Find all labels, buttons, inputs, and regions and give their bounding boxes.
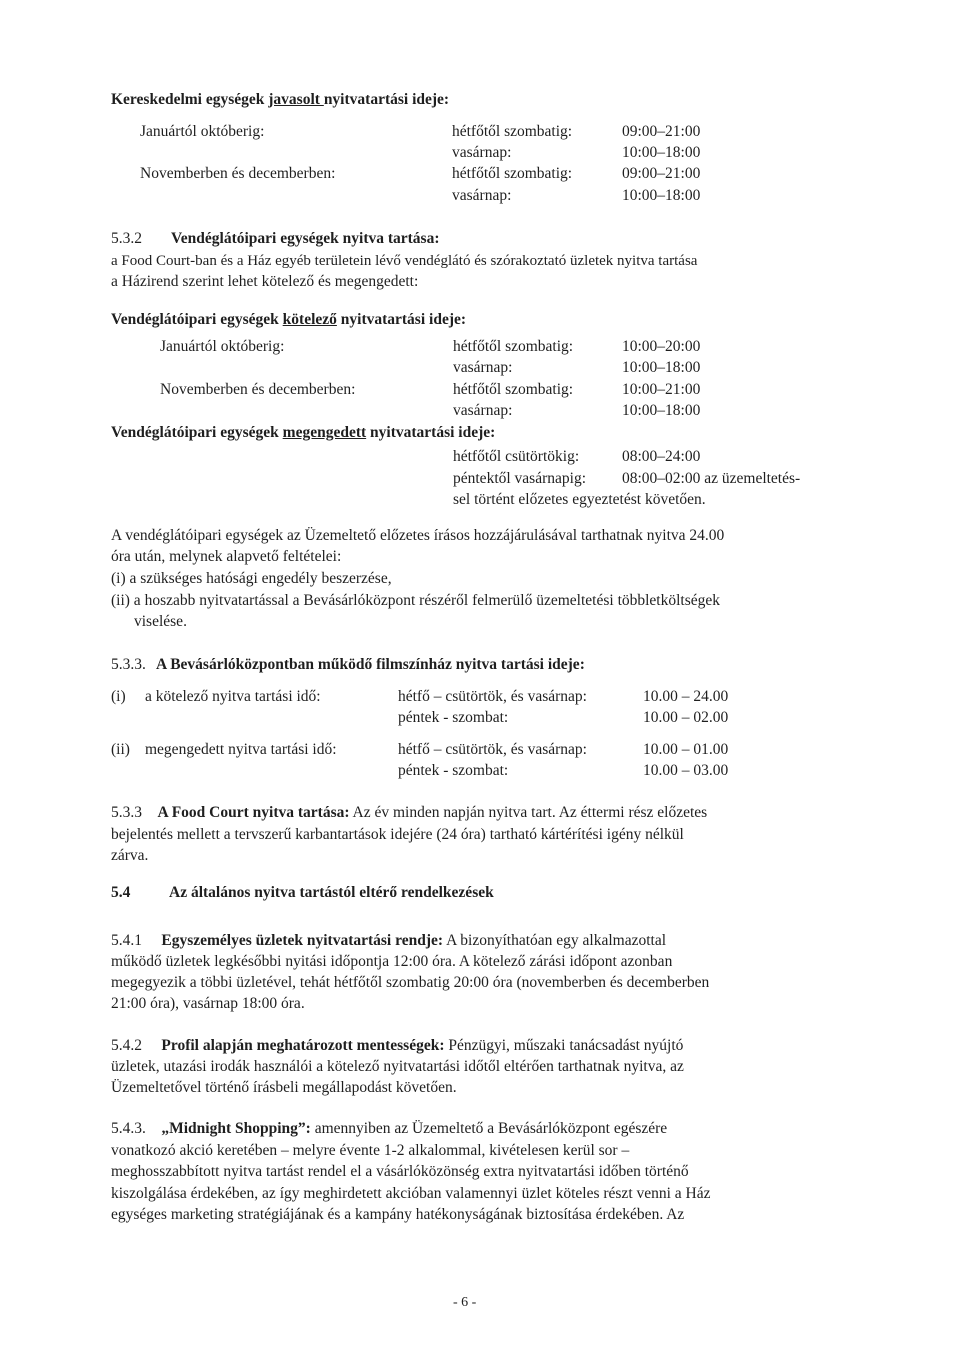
retail-days-1: hétfőtől szombatig:	[452, 123, 573, 140]
section-542-line-2: üzletek, utazási irodák használói a kötelező nyitvatartási időtől eltérően tarthatnak nyitva, az	[111, 1058, 684, 1075]
mandatory-hours-1: 10:00–20:00	[622, 338, 701, 355]
permitted-hours-2-cont: sel történt előzetes egyeztetést követően.	[453, 491, 706, 508]
cinema-i-days-2: péntek - szombat:	[398, 709, 509, 726]
retail-period-1: Januártól októberig:	[140, 123, 265, 140]
section-532-number: 5.3.2	[111, 230, 142, 247]
permitted-heading: Vendéglátóipari egységek megengedett nyitvatartási ideje:	[111, 424, 496, 441]
permitted-days-1: hétfőtől csütörtökig:	[453, 448, 580, 465]
page-number: - 6 -	[453, 1295, 477, 1310]
section-541-line-3: megegyezik a többi üzletével, tehát hétfőtől szombatig 20:00 óra (novemberben és decemberben	[111, 974, 710, 991]
retail-period-3: Novemberben és decemberben:	[140, 165, 336, 182]
section-543-line-1: 5.4.3. „Midnight Shopping”: amennyiben az Üzemeltető a Bevásárlóközpont egészére	[111, 1120, 668, 1137]
cinema-i-days-1: hétfő – csütörtök, és vasárnap:	[398, 688, 587, 705]
cinema-ii-hours-1: 10.00 – 01.00	[643, 741, 729, 758]
section-533-cinema-number: 5.3.3.	[111, 656, 146, 673]
section-533-foodcourt-line-1: 5.3.3 A Food Court nyitva tartása: Az év minden napján nyitva tart. Az éttermi rész előzetes	[111, 804, 708, 821]
mandatory-days-1: hétfőtől szombatig:	[453, 338, 574, 355]
cinema-ii-text: megengedett nyitva tartási idő:	[145, 741, 337, 758]
section-541-title: Egyszemélyes üzletek nyitvatartási rendje:	[161, 932, 444, 949]
section-533-foodcourt-title: A Food Court nyitva tartása:	[157, 804, 350, 821]
section-54-title: Az általános nyitva tartástól eltérő rendelkezések	[169, 884, 494, 901]
after24-item-1: (i) a szükséges hatósági engedély beszerzése,	[111, 570, 392, 587]
cinema-i-hours-2: 10.00 – 02.00	[643, 709, 729, 726]
permitted-hours-2: 08:00–02:00 az üzemeltetés-	[622, 470, 801, 487]
mandatory-hours-2: 10:00–18:00	[622, 359, 701, 376]
section-54-number: 5.4	[111, 884, 131, 901]
section-543-line-5: egységes marketing stratégiájának és a kampány hatékonyságának biztosítása érdekében. Az	[111, 1206, 685, 1223]
section-543-line-3: meghosszabbított nyitva tartást rendel el a vásárlóközönség extra nyitvatartási időben történő	[111, 1163, 689, 1180]
section-541-line-4: 21:00 óra), vasárnap 18:00 óra.	[111, 995, 305, 1012]
section-542-line-3: Üzemeltetővel történő írásbeli megállapodást követően.	[111, 1079, 457, 1096]
section-543-number: 5.4.3.	[111, 1120, 146, 1137]
retail-days-4: vasárnap:	[452, 187, 512, 204]
section-541-line-1: 5.4.1 Egyszemélyes üzletek nyitvatartási rendje: A bizonyíthatóan egy alkalmazottal	[111, 932, 667, 949]
mandatory-period-1: Januártól októberig:	[160, 338, 285, 355]
cinema-ii-days-2: péntek - szombat:	[398, 762, 509, 779]
section-532-line-2: a Házirend szerint lehet kötelező és megengedett:	[111, 273, 419, 290]
section-542-title: Profil alapján meghatározott mentességek:	[161, 1037, 445, 1054]
retail-hours-3: 09:00–21:00	[622, 165, 701, 182]
cinema-ii-hours-2: 10.00 – 03.00	[643, 762, 729, 779]
retail-days-2: vasárnap:	[452, 144, 512, 161]
cinema-i-label: (i)	[111, 688, 126, 705]
section-533-foodcourt-line-2: bejelentés mellett a tervszerű karbantartások idejére (24 óra) tartható kártérítési igény nélkül	[111, 826, 684, 843]
retail-hours-2: 10:00–18:00	[622, 144, 701, 161]
after24-item-2-cont: viselése.	[134, 613, 187, 630]
section-533-foodcourt-line-3: zárva.	[111, 847, 149, 864]
section-541-line-2: működő üzletek legkésőbbi nyitási időpontja 12:00 óra. A kötelező zárási időpont azonban	[111, 953, 673, 970]
permitted-days-2: péntektől vasárnapig:	[453, 470, 586, 487]
retail-days-3: hétfőtől szombatig:	[452, 165, 573, 182]
section-542-number: 5.4.2	[111, 1037, 142, 1054]
section-532-title: Vendéglátóipari egységek nyitva tartása:	[171, 230, 440, 247]
section-543-title: „Midnight Shopping”:	[161, 1120, 311, 1137]
mandatory-heading: Vendéglátóipari egységek kötelező nyitvatartási ideje:	[111, 311, 467, 328]
retail-heading: Kereskedelmi egységek javasolt nyitvatartási ideje:	[111, 91, 450, 108]
section-533-foodcourt-number: 5.3.3	[111, 804, 142, 821]
cinema-ii-days-1: hétfő – csütörtök, és vasárnap:	[398, 741, 587, 758]
mandatory-days-2: vasárnap:	[453, 359, 513, 376]
permitted-hours-1: 08:00–24:00	[622, 448, 701, 465]
section-543-line-4: kiszolgálása érdekében, az így meghirdetett akcióban valamennyi üzlet köteles részt venni a Ház	[111, 1185, 711, 1202]
section-532-line-1: a Food Court-ban és a Ház egyéb területein lévő vendéglátó és szórakoztató üzletek nyitva tartása	[111, 253, 698, 269]
section-542-line-1: 5.4.2 Profil alapján meghatározott mentességek: Pénzügyi, műszaki tanácsadást nyújtó	[111, 1037, 684, 1054]
mandatory-period-3: Novemberben és decemberben:	[160, 381, 356, 398]
section-533-cinema-title: A Bevásárlóközpontban működő filmszínház nyitva tartási ideje:	[156, 656, 585, 673]
mandatory-days-4: vasárnap:	[453, 402, 513, 419]
cinema-i-text: a kötelező nyitva tartási idő:	[145, 688, 321, 705]
section-541-number: 5.4.1	[111, 932, 142, 949]
mandatory-hours-3: 10:00–21:00	[622, 381, 701, 398]
mandatory-days-3: hétfőtől szombatig:	[453, 381, 574, 398]
mandatory-hours-4: 10:00–18:00	[622, 402, 701, 419]
retail-hours-4: 10:00–18:00	[622, 187, 701, 204]
cinema-i-hours-1: 10.00 – 24.00	[643, 688, 729, 705]
after24-line-1: A vendéglátóipari egységek az Üzemeltető előzetes írásos hozzájárulásával tarthatnak nyitva 24.00	[111, 527, 725, 544]
section-543-line-2: vonatkozó akció keretében – melyre évente 1-2 alkalommal, kivételesen kerül sor –	[111, 1142, 630, 1159]
cinema-ii-label: (ii)	[111, 741, 130, 758]
after24-item-2: (ii) a hoszabb nyitvatartással a Bevásárlóközpont részéről felmerülő üzemeltetési többletköltségek	[111, 592, 721, 609]
after24-line-2: óra után, melynek alapvető feltételei:	[111, 548, 342, 565]
retail-hours-1: 09:00–21:00	[622, 123, 701, 140]
